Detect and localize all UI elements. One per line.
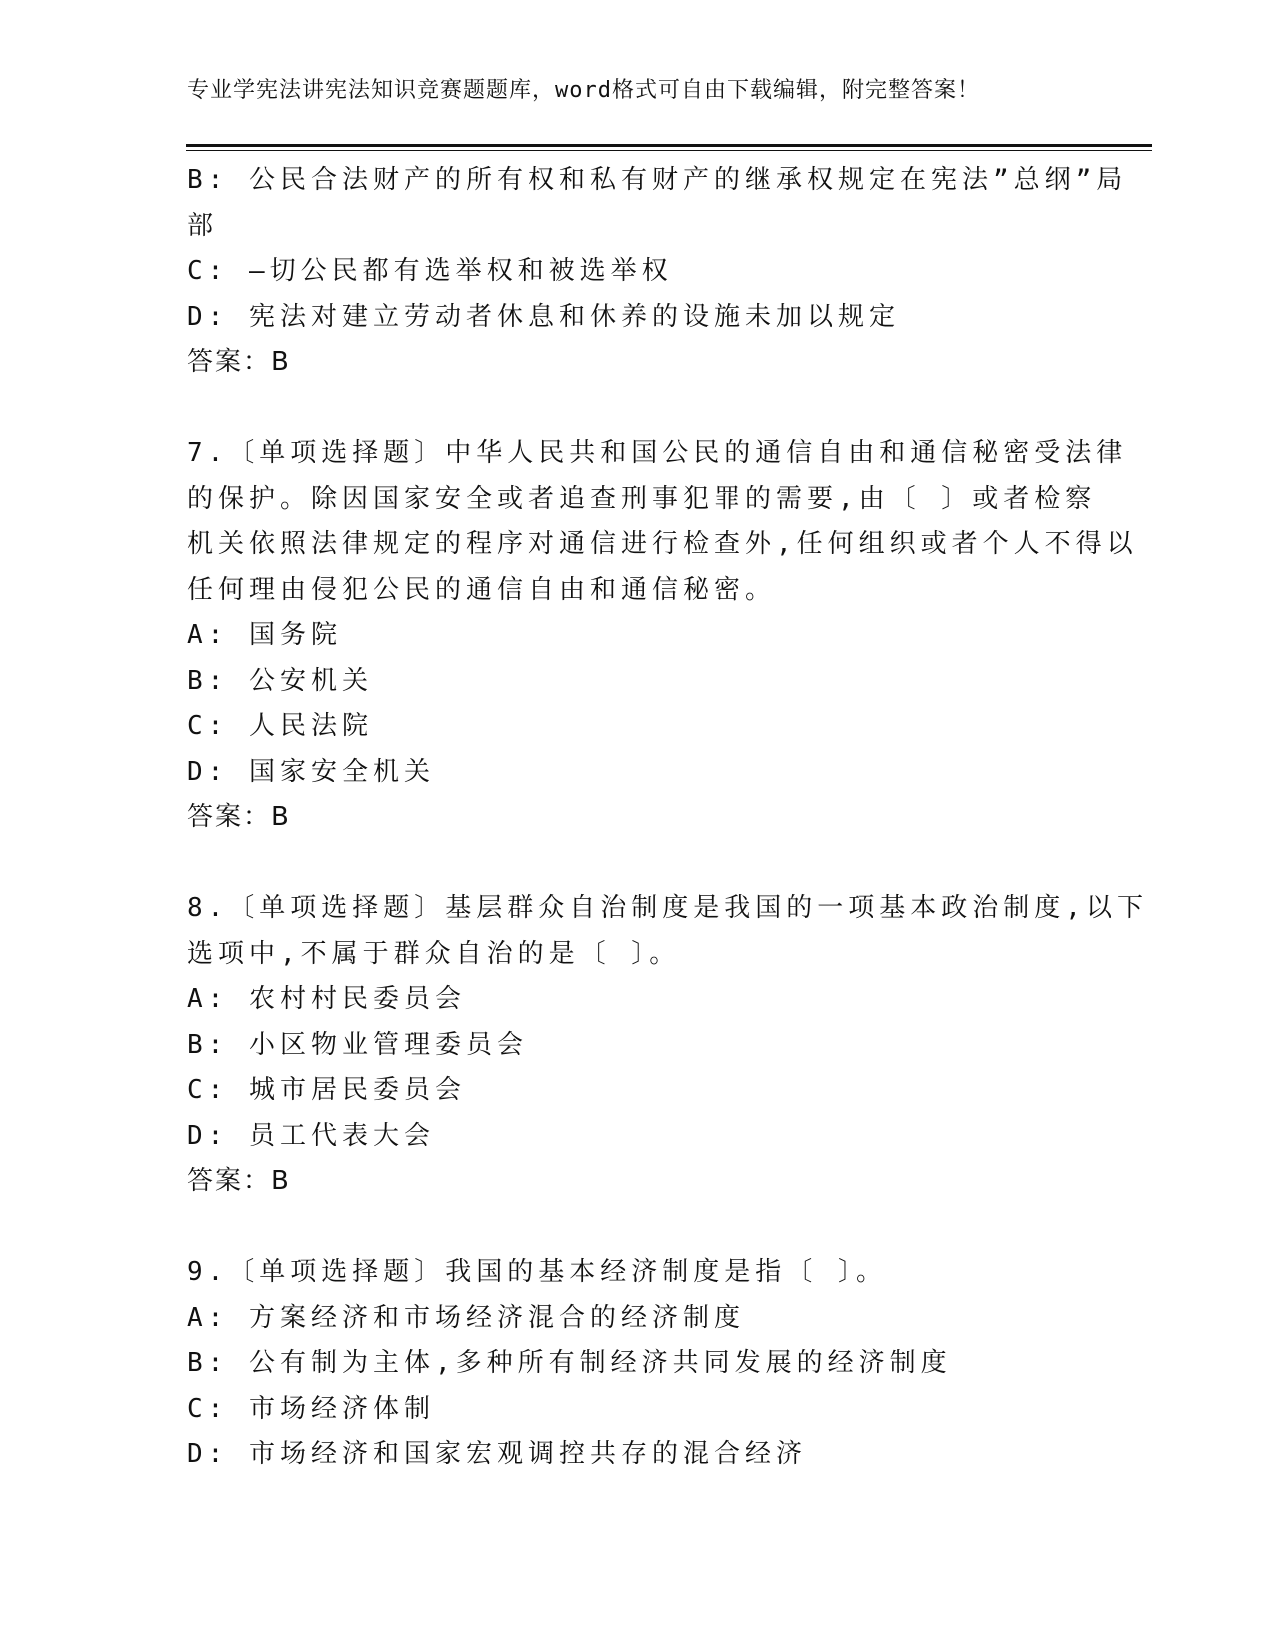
question-7-option-a: A: 国务院 (187, 620, 342, 650)
question-7-line: 7.〔单项选择题〕中华人民共和国公民的通信自由和通信秘密受法律 (187, 438, 1128, 468)
page-header: 专业学宪法讲宪法知识竞赛题题库，word格式可自由下载编辑，附完整答案！ (187, 78, 980, 103)
question-7-answer: 答案：B (187, 802, 291, 832)
option-d: D: 宪法对建立劳动者休息和休养的设施未加以规定 (187, 301, 900, 332)
spacer (187, 386, 1087, 432)
spacer (187, 841, 1087, 887)
question-7-option-c: C: 人民法院 (187, 711, 373, 741)
question-7-line: 任何理由侵犯公民的通信自由和通信秘密。 (187, 574, 777, 605)
question-8-line: 8.〔单项选择题〕基层群众自治制度是我国的一项基本政治制度,以下 (187, 893, 1148, 923)
question-8-line: 选项中,不属于群众自治的是〔 〕。 (187, 938, 681, 969)
question-9-option-a: A: 方案经济和市场经济混合的经济制度 (187, 1302, 745, 1333)
question-7-option-b: B: 公安机关 (187, 665, 373, 696)
question-8-option-c: C: 城市居民委员会 (187, 1075, 466, 1105)
spacer (187, 1205, 1087, 1251)
question-7-option-d: D: 国家安全机关 (187, 756, 435, 787)
header-rule-thin (186, 150, 1152, 151)
option-c: C: —切公民都有选举权和被选举权 (187, 256, 673, 286)
question-8-option-b: B: 小区物业管理委员会 (187, 1029, 528, 1060)
question-8-option-d: D: 员工代表大会 (187, 1120, 435, 1151)
option-b: B: 公民合法财产的所有权和私有财产的继承权规定在宪法”总纲”局 (187, 165, 1128, 195)
question-9-option-d: D: 市场经济和国家宏观调控共存的混合经济 (187, 1439, 807, 1469)
question-content (187, 158, 1148, 1478)
answer-line: 答案：B (187, 347, 291, 377)
question-7-line: 机关依照法律规定的程序对通信进行检查外,任何组织或者个人不得以 (187, 529, 1138, 559)
option-b-continued: 部 (187, 210, 219, 241)
question-8-answer: 答案：B (187, 1166, 291, 1196)
question-7-line: 的保护。除因国家安全或者追查刑事犯罪的需要,由〔 〕或者检察 (187, 483, 1097, 514)
question-9-line: 9.〔单项选择题〕我国的基本经济制度是指〔 〕。 (187, 1257, 887, 1287)
header-rule-thick (186, 144, 1152, 147)
question-9-option-b: B: 公有制为主体,多种所有制经济共同发展的经济制度 (187, 1348, 952, 1378)
question-9-option-c: C: 市场经济体制 (187, 1393, 435, 1424)
question-8-option-a: A: 农村村民委员会 (187, 984, 466, 1014)
